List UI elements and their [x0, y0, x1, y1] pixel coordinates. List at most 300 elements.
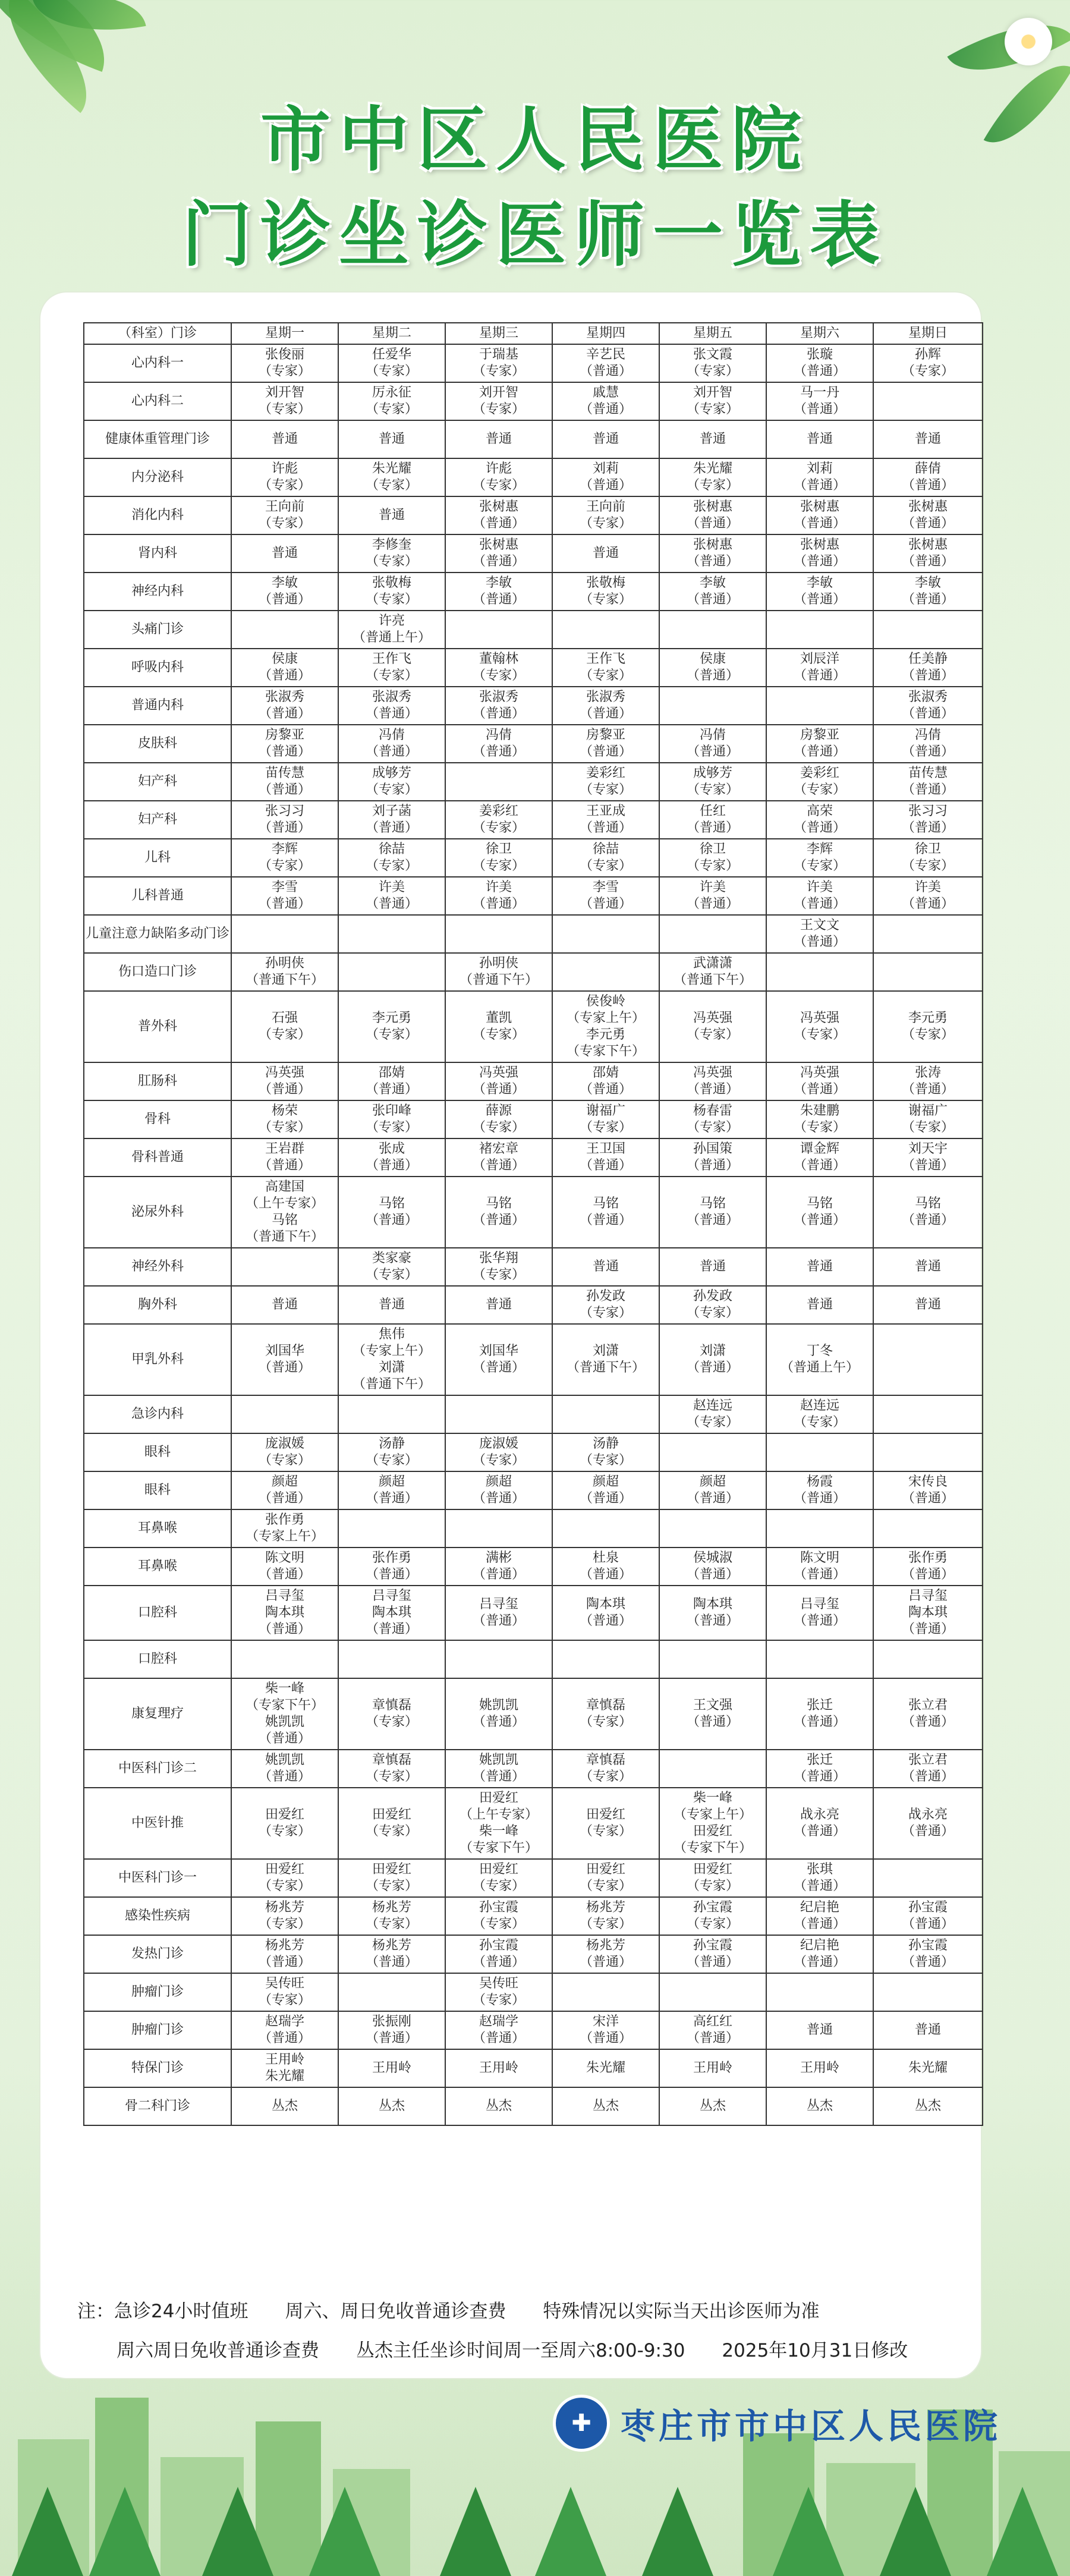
- doctor-cell: 吕寻玺 陶本琪 （普通）: [338, 1586, 445, 1640]
- hospital-name: 枣庄市市中区人民医院: [621, 2406, 1002, 2446]
- doctor-cell: 普通: [766, 1286, 873, 1324]
- doctor-cell: 徐喆 （专家）: [552, 839, 659, 877]
- doctor-cell: 田爱红 （上午专家） 柴一峰 （专家下午）: [445, 1788, 552, 1859]
- doctor-cell: [659, 687, 766, 725]
- doctor-cell: 张俊丽 （专家）: [231, 344, 338, 382]
- header-day: 星期一: [231, 323, 338, 344]
- doctor-cell: 战永亮 （普通）: [873, 1788, 983, 1859]
- dept-cell: 消化内科: [84, 496, 231, 534]
- doctor-cell: 高荣 （普通）: [766, 801, 873, 839]
- doctor-cell: [873, 1973, 983, 2011]
- doctor-cell: 冯倩 （普通）: [873, 725, 983, 763]
- doctor-cell: 汤静 （专家）: [338, 1433, 445, 1471]
- dept-cell: 普外科: [84, 991, 231, 1062]
- header-day: 星期二: [338, 323, 445, 344]
- doctor-cell: 刘潇 （普通下午）: [552, 1324, 659, 1395]
- doctor-cell: [766, 1973, 873, 2011]
- doctor-cell: 普通: [659, 420, 766, 458]
- doctor-cell: 普通: [552, 1248, 659, 1286]
- header-dept: （科室）门诊: [84, 323, 231, 344]
- dept-cell: 心内科二: [84, 382, 231, 420]
- dept-cell: 皮肤科: [84, 725, 231, 763]
- doctor-cell: 丛杰: [659, 2087, 766, 2125]
- doctor-cell: 徐卫 （专家）: [445, 839, 552, 877]
- doctor-cell: 许美 （普通）: [766, 877, 873, 915]
- doctor-cell: 庞淑媛 （专家）: [231, 1433, 338, 1471]
- table-row: [84, 1935, 983, 1973]
- doctor-cell: 陶本琪 （普通）: [659, 1586, 766, 1640]
- dept-cell: 头痛门诊: [84, 611, 231, 649]
- doctor-cell: 颜超 （普通）: [445, 1471, 552, 1509]
- doctor-cell: 邵婧 （普通）: [338, 1062, 445, 1100]
- doctor-cell: [552, 1395, 659, 1433]
- doctor-cell: 普通: [766, 1248, 873, 1286]
- dept-cell: 健康体重管理门诊: [84, 420, 231, 458]
- doctor-cell: 李敏 （普通）: [659, 573, 766, 611]
- doctor-cell: [659, 1433, 766, 1471]
- doctor-cell: 王作飞 （专家）: [552, 649, 659, 687]
- doctor-cell: 焦伟 （专家上午） 刘潇 （普通下午）: [338, 1324, 445, 1395]
- table-row: [84, 1640, 983, 1678]
- doctor-cell: 侯俊岭 （专家上午） 李元勇 （专家下午）: [552, 991, 659, 1062]
- doctor-cell: 纪启艳 （普通）: [766, 1897, 873, 1935]
- doctor-cell: 张树惠 （普通）: [659, 534, 766, 573]
- doctor-cell: 马铭 （普通）: [552, 1177, 659, 1248]
- dept-cell: 肿瘤门诊: [84, 1973, 231, 2011]
- table-row: [84, 1138, 983, 1177]
- doctor-cell: 许美 （普通）: [445, 877, 552, 915]
- doctor-cell: 杨兆芳 （专家）: [231, 1897, 338, 1935]
- doctor-cell: 冯倩 （普通）: [445, 725, 552, 763]
- doctor-cell: [338, 915, 445, 953]
- header-day: 星期五: [659, 323, 766, 344]
- doctor-cell: 普通: [873, 1248, 983, 1286]
- table-row: [84, 1471, 983, 1509]
- doctor-cell: [231, 1395, 338, 1433]
- doctor-cell: [445, 763, 552, 801]
- table-row: [84, 1750, 983, 1788]
- dept-cell: 肿瘤门诊: [84, 2011, 231, 2049]
- doctor-cell: 朱光耀: [873, 2049, 983, 2087]
- doctor-cell: [338, 1640, 445, 1678]
- doctor-cell: 张迁 （普通）: [766, 1750, 873, 1788]
- doctor-cell: 董凯 （专家）: [445, 991, 552, 1062]
- doctor-cell: [873, 1640, 983, 1678]
- doctor-cell: [659, 611, 766, 649]
- doctor-cell: 李敏 （普通）: [766, 573, 873, 611]
- footnote-line2: 周六周日免收普通诊查费 丛杰主任坐诊时间周一至周六8:00-9:30 2025年10月31日修改: [117, 2340, 908, 2361]
- dept-cell: 普通内科: [84, 687, 231, 725]
- doctor-cell: 姚凯凯 （普通）: [445, 1678, 552, 1750]
- doctor-cell: 杨兆芳 （专家）: [552, 1897, 659, 1935]
- doctor-cell: [552, 1640, 659, 1678]
- doctor-cell: 张琪 （普通）: [766, 1859, 873, 1897]
- doctor-cell: 张树惠 （普通）: [766, 534, 873, 573]
- doctor-cell: 杨霞 （普通）: [766, 1471, 873, 1509]
- table-row: [84, 763, 983, 801]
- doctor-cell: 谭金辉 （普通）: [766, 1138, 873, 1177]
- doctor-cell: 普通: [445, 1286, 552, 1324]
- doctor-cell: 张作勇 （普通）: [873, 1548, 983, 1586]
- doctor-cell: 高建国 （上午专家） 马铭 （普通下午）: [231, 1177, 338, 1248]
- doctor-cell: 满彬 （普通）: [445, 1548, 552, 1586]
- doctor-cell: 张立君 （普通）: [873, 1750, 983, 1788]
- doctor-cell: 刘莉 （普通）: [766, 458, 873, 496]
- dept-cell: 眼科: [84, 1433, 231, 1471]
- table-row: [84, 382, 983, 420]
- doctor-cell: [873, 915, 983, 953]
- doctor-cell: 吕寻玺 （普通）: [766, 1586, 873, 1640]
- table-row: [84, 1897, 983, 1935]
- doctor-cell: [659, 1750, 766, 1788]
- doctor-cell: 颜超 （普通）: [231, 1471, 338, 1509]
- doctor-cell: 姜彩红 （专家）: [552, 763, 659, 801]
- doctor-cell: 柴一峰 （专家上午） 田爱红 （专家下午）: [659, 1788, 766, 1859]
- doctor-cell: 普通: [445, 420, 552, 458]
- doctor-cell: 普通: [552, 420, 659, 458]
- doctor-cell: 田爱红 （专家）: [552, 1788, 659, 1859]
- doctor-cell: 普通: [231, 420, 338, 458]
- dept-cell: 妇产科: [84, 763, 231, 801]
- doctor-cell: 张淑秀 （普通）: [873, 687, 983, 725]
- doctor-cell: 宋传良 （普通）: [873, 1471, 983, 1509]
- doctor-cell: 成够芳 （专家）: [338, 763, 445, 801]
- doctor-cell: 马铭 （普通）: [338, 1177, 445, 1248]
- table-row: [84, 458, 983, 496]
- doctor-cell: 王文强 （普通）: [659, 1678, 766, 1750]
- dept-cell: 甲乳外科: [84, 1324, 231, 1395]
- dept-cell: 口腔科: [84, 1640, 231, 1678]
- doctor-cell: 冯英强 （专家）: [766, 991, 873, 1062]
- doctor-cell: 高红红 （普通）: [659, 2011, 766, 2049]
- doctor-cell: 普通: [873, 2011, 983, 2049]
- doctor-cell: 谢福广 （专家）: [873, 1100, 983, 1138]
- doctor-cell: 王卫国 （普通）: [552, 1138, 659, 1177]
- doctor-cell: 章慎磊 （专家）: [552, 1678, 659, 1750]
- doctor-cell: 姚凯凯 （普通）: [231, 1750, 338, 1788]
- doctor-cell: 庞淑媛 （专家）: [445, 1433, 552, 1471]
- table-row: [84, 1859, 983, 1897]
- doctor-cell: 王向前 （专家）: [231, 496, 338, 534]
- doctor-cell: 陶本琪 （普通）: [552, 1586, 659, 1640]
- doctor-cell: 张淑秀 （普通）: [445, 687, 552, 725]
- doctor-cell: [766, 687, 873, 725]
- doctor-cell: 杨兆芳 （专家）: [338, 1897, 445, 1935]
- doctor-cell: 普通: [231, 1286, 338, 1324]
- table-row: [84, 877, 983, 915]
- doctor-cell: 田爱红 （专家）: [231, 1859, 338, 1897]
- doctor-cell: 冯倩 （普通）: [338, 725, 445, 763]
- table-row: [84, 573, 983, 611]
- doctor-cell: 冯倩 （普通）: [659, 725, 766, 763]
- doctor-cell: 李雪 （普通）: [552, 877, 659, 915]
- doctor-cell: 孙明侠 （普通下午）: [445, 953, 552, 991]
- doctor-cell: 褚宏章 （普通）: [445, 1138, 552, 1177]
- doctor-cell: 姜彩红 （专家）: [766, 763, 873, 801]
- doctor-cell: 王作飞 （专家）: [338, 649, 445, 687]
- doctor-cell: [231, 915, 338, 953]
- dept-cell: 耳鼻喉: [84, 1548, 231, 1586]
- dept-cell: 伤口造口门诊: [84, 953, 231, 991]
- doctor-cell: 汤静 （专家）: [552, 1433, 659, 1471]
- doctor-cell: 孙宝霞 （普通）: [445, 1935, 552, 1973]
- doctor-cell: 房黎亚 （普通）: [552, 725, 659, 763]
- doctor-cell: 赵连远 （专家）: [766, 1395, 873, 1433]
- doctor-cell: 刘国华 （普通）: [231, 1324, 338, 1395]
- doctor-cell: 姚凯凯 （普通）: [445, 1750, 552, 1788]
- doctor-cell: 王向前 （专家）: [552, 496, 659, 534]
- doctor-cell: 孙宝霞 （专家）: [659, 1897, 766, 1935]
- doctor-cell: 李敏 （普通）: [873, 573, 983, 611]
- doctor-cell: 田爱红 （专家）: [338, 1859, 445, 1897]
- doctor-cell: 刘子菡 （普通）: [338, 801, 445, 839]
- doctor-cell: [873, 1509, 983, 1548]
- doctor-cell: 刘国华 （普通）: [445, 1324, 552, 1395]
- doctor-cell: 李元勇 （专家）: [873, 991, 983, 1062]
- doctor-cell: 冯英强 （普通）: [231, 1062, 338, 1100]
- doctor-cell: 刘开智 （专家）: [445, 382, 552, 420]
- doctor-cell: 朱光耀: [552, 2049, 659, 2087]
- doctor-cell: 杜泉 （普通）: [552, 1548, 659, 1586]
- doctor-cell: 张淑秀 （普通）: [552, 687, 659, 725]
- doctor-cell: 田爱红 （专家）: [659, 1859, 766, 1897]
- doctor-cell: 许美 （普通）: [873, 877, 983, 915]
- doctor-cell: 王用岭: [445, 2049, 552, 2087]
- hospital-emblem-icon: ✚: [553, 2395, 610, 2452]
- table-row: [84, 1586, 983, 1640]
- doctor-cell: 冯英强 （普通）: [766, 1062, 873, 1100]
- dept-cell: 肛肠科: [84, 1062, 231, 1100]
- dept-cell: 中医针推: [84, 1788, 231, 1859]
- doctor-cell: 朱光耀 （专家）: [659, 458, 766, 496]
- doctor-cell: 田爱红 （专家）: [552, 1859, 659, 1897]
- table-row: [84, 534, 983, 573]
- doctor-cell: 李辉 （专家）: [231, 839, 338, 877]
- doctor-cell: 战永亮 （普通）: [766, 1788, 873, 1859]
- dept-cell: 中医科门诊一: [84, 1859, 231, 1897]
- table-row: [84, 1177, 983, 1248]
- doctor-cell: 吕寻玺 （普通）: [445, 1586, 552, 1640]
- doctor-cell: 赵瑞学 （普通）: [231, 2011, 338, 2049]
- doctor-cell: 刘潇 （普通）: [659, 1324, 766, 1395]
- doctor-cell: [338, 1509, 445, 1548]
- doctor-cell: 王用岭: [766, 2049, 873, 2087]
- doctor-cell: 戚慧 （普通）: [552, 382, 659, 420]
- doctor-cell: 刘天宇 （普通）: [873, 1138, 983, 1177]
- doctor-cell: 类家豪 （专家）: [338, 1248, 445, 1286]
- doctor-cell: 徐卫 （专家）: [659, 839, 766, 877]
- dept-cell: 耳鼻喉: [84, 1509, 231, 1548]
- doctor-cell: 武潇潇 （普通下午）: [659, 953, 766, 991]
- table-row: [84, 1509, 983, 1548]
- doctor-cell: 赵瑞学 （普通）: [445, 2011, 552, 2049]
- doctor-cell: 张树惠 （普通）: [766, 496, 873, 534]
- doctor-cell: [873, 1433, 983, 1471]
- doctor-cell: [231, 1248, 338, 1286]
- doctor-cell: 陈文明 （普通）: [766, 1548, 873, 1586]
- doctor-cell: 普通: [873, 1286, 983, 1324]
- doctor-cell: 张成 （普通）: [338, 1138, 445, 1177]
- header-day: 星期日: [873, 323, 983, 344]
- doctor-cell: 张淑秀 （普通）: [231, 687, 338, 725]
- doctor-cell: 普通: [873, 420, 983, 458]
- doctor-cell: 李元勇 （专家）: [338, 991, 445, 1062]
- doctor-cell: 任爱华 （专家）: [338, 344, 445, 382]
- dept-cell: 儿科普通: [84, 877, 231, 915]
- doctor-cell: 张树惠 （普通）: [445, 496, 552, 534]
- doctor-cell: 章慎磊 （专家）: [552, 1750, 659, 1788]
- doctor-cell: 薛倩 （普通）: [873, 458, 983, 496]
- dept-cell: 呼吸内科: [84, 649, 231, 687]
- doctor-cell: 马铭 （普通）: [766, 1177, 873, 1248]
- doctor-cell: 刘开智 （专家）: [659, 382, 766, 420]
- doctor-cell: 丁冬 （普通上午）: [766, 1324, 873, 1395]
- doctor-cell: 普通: [552, 534, 659, 573]
- doctor-cell: 张习习 （普通）: [873, 801, 983, 839]
- doctor-cell: 刘辰洋 （普通）: [766, 649, 873, 687]
- doctor-cell: 丛杰: [338, 2087, 445, 2125]
- dept-cell: 急诊内科: [84, 1395, 231, 1433]
- doctor-cell: [873, 1324, 983, 1395]
- table-row: [84, 1324, 983, 1395]
- doctor-cell: 孙宝霞 （普通）: [873, 1935, 983, 1973]
- doctor-cell: 马铭 （普通）: [659, 1177, 766, 1248]
- doctor-cell: 许彪 （专家）: [231, 458, 338, 496]
- doctor-cell: 普通: [338, 496, 445, 534]
- doctor-cell: 薛源 （专家）: [445, 1100, 552, 1138]
- doctor-cell: 宋洋 （普通）: [552, 2011, 659, 2049]
- doctor-cell: 许美 （普通）: [659, 877, 766, 915]
- doctor-cell: 普通: [338, 420, 445, 458]
- doctor-cell: [552, 1973, 659, 2011]
- doctor-cell: 丛杰: [766, 2087, 873, 2125]
- doctor-cell: [445, 1509, 552, 1548]
- doctor-cell: 侯康 （普通）: [231, 649, 338, 687]
- doctor-cell: 张习习 （普通）: [231, 801, 338, 839]
- dept-cell: 骨二科门诊: [84, 2087, 231, 2125]
- doctor-cell: 成够芳 （专家）: [659, 763, 766, 801]
- table-row: [84, 2011, 983, 2049]
- hospital-logo: [553, 2395, 1001, 2452]
- footnote-line1: 注：急诊24小时值班 周六、周日免收普通诊查费 特殊情况以实际当天出诊医师为准: [77, 2301, 820, 2322]
- doctor-cell: 李雪 （普通）: [231, 877, 338, 915]
- doctor-cell: 吴传旺 （专家）: [231, 1973, 338, 2011]
- doctor-cell: 丛杰: [231, 2087, 338, 2125]
- doctor-cell: [873, 953, 983, 991]
- doctor-cell: 邵婧 （普通）: [552, 1062, 659, 1100]
- doctor-cell: 许美 （普通）: [338, 877, 445, 915]
- table-row: [84, 1062, 983, 1100]
- table-row: [84, 953, 983, 991]
- doctor-cell: [659, 915, 766, 953]
- table-row: [84, 1973, 983, 2011]
- doctor-cell: 李敏 （普通）: [231, 573, 338, 611]
- doctor-cell: 章慎磊 （专家）: [338, 1750, 445, 1788]
- doctor-cell: 于瑞基 （专家）: [445, 344, 552, 382]
- doctor-cell: [766, 953, 873, 991]
- doctor-cell: 王亚成 （普通）: [552, 801, 659, 839]
- table-row: [84, 1395, 983, 1433]
- doctor-cell: 刘莉 （普通）: [552, 458, 659, 496]
- doctor-cell: 田爱红 （专家）: [338, 1788, 445, 1859]
- doctor-cell: 孙发政 （专家）: [659, 1286, 766, 1324]
- doctor-cell: 侯康 （普通）: [659, 649, 766, 687]
- dept-cell: 妇产科: [84, 801, 231, 839]
- doctor-cell: [766, 611, 873, 649]
- page-title-line1: 市中区人民医院: [260, 99, 810, 181]
- dept-cell: 神经内科: [84, 573, 231, 611]
- doctor-cell: 张涛 （普通）: [873, 1062, 983, 1100]
- doctor-cell: 苗传慧 （普通）: [873, 763, 983, 801]
- dept-cell: 感染性疾病: [84, 1897, 231, 1935]
- doctor-cell: 任红 （普通）: [659, 801, 766, 839]
- table-row: [84, 420, 983, 458]
- doctor-cell: [552, 915, 659, 953]
- table-row: [84, 1433, 983, 1471]
- doctor-cell: 杨春雷 （专家）: [659, 1100, 766, 1138]
- doctor-cell: 孙发政 （专家）: [552, 1286, 659, 1324]
- doctor-cell: 张淑秀 （普通）: [338, 687, 445, 725]
- doctor-cell: 陈文明 （普通）: [231, 1548, 338, 1586]
- doctor-cell: 徐卫 （专家）: [873, 839, 983, 877]
- doctor-cell: 王用岭: [338, 2049, 445, 2087]
- doctor-cell: 李辉 （专家）: [766, 839, 873, 877]
- doctor-cell: [552, 611, 659, 649]
- doctor-cell: [338, 953, 445, 991]
- doctor-cell: 颜超 （普通）: [552, 1471, 659, 1509]
- doctor-cell: 杨兆芳 （普通）: [552, 1935, 659, 1973]
- doctor-cell: 孙明侠 （普通下午）: [231, 953, 338, 991]
- dept-cell: 眼科: [84, 1471, 231, 1509]
- dept-cell: 神经外科: [84, 1248, 231, 1286]
- dept-cell: 骨科: [84, 1100, 231, 1138]
- doctor-cell: [338, 1395, 445, 1433]
- doctor-cell: 吕寻玺 陶本琪 （普通）: [873, 1586, 983, 1640]
- table-row: [84, 496, 983, 534]
- doctor-cell: 杨兆芳 （普通）: [231, 1935, 338, 1973]
- table-row: [84, 2087, 983, 2125]
- doctor-cell: 苗传慧 （普通）: [231, 763, 338, 801]
- dept-cell: 口腔科: [84, 1586, 231, 1640]
- doctor-cell: 马一丹 （普通）: [766, 382, 873, 420]
- doctor-cell: 李修奎 （专家）: [338, 534, 445, 573]
- doctor-cell: [873, 1859, 983, 1897]
- doctor-cell: 许彪 （专家）: [445, 458, 552, 496]
- doctor-cell: 冯英强 （普通）: [445, 1062, 552, 1100]
- dept-cell: 骨科普通: [84, 1138, 231, 1177]
- doctor-cell: [445, 1640, 552, 1678]
- doctor-cell: 张振刚 （普通）: [338, 2011, 445, 2049]
- table-row: [84, 1548, 983, 1586]
- dept-cell: 胸外科: [84, 1286, 231, 1324]
- doctor-cell: 王岩群 （普通）: [231, 1138, 338, 1177]
- doctor-cell: [659, 1640, 766, 1678]
- table-row: [84, 649, 983, 687]
- doctor-cell: 姜彩红 （专家）: [445, 801, 552, 839]
- doctor-cell: 张作勇 （专家上午）: [231, 1509, 338, 1548]
- table-row: [84, 801, 983, 839]
- doctor-cell: [873, 611, 983, 649]
- doctor-cell: 丛杰: [873, 2087, 983, 2125]
- doctor-cell: 朱建鹏 （专家）: [766, 1100, 873, 1138]
- doctor-cell: 王用岭: [659, 2049, 766, 2087]
- doctor-cell: 普通: [766, 420, 873, 458]
- doctor-cell: 张立君 （普通）: [873, 1678, 983, 1750]
- doctor-cell: 赵连远 （专家）: [659, 1395, 766, 1433]
- doctor-cell: 许亮 （普通上午）: [338, 611, 445, 649]
- doctor-cell: 张璇 （普通）: [766, 344, 873, 382]
- doctor-cell: 孙宝霞 （专家）: [445, 1897, 552, 1935]
